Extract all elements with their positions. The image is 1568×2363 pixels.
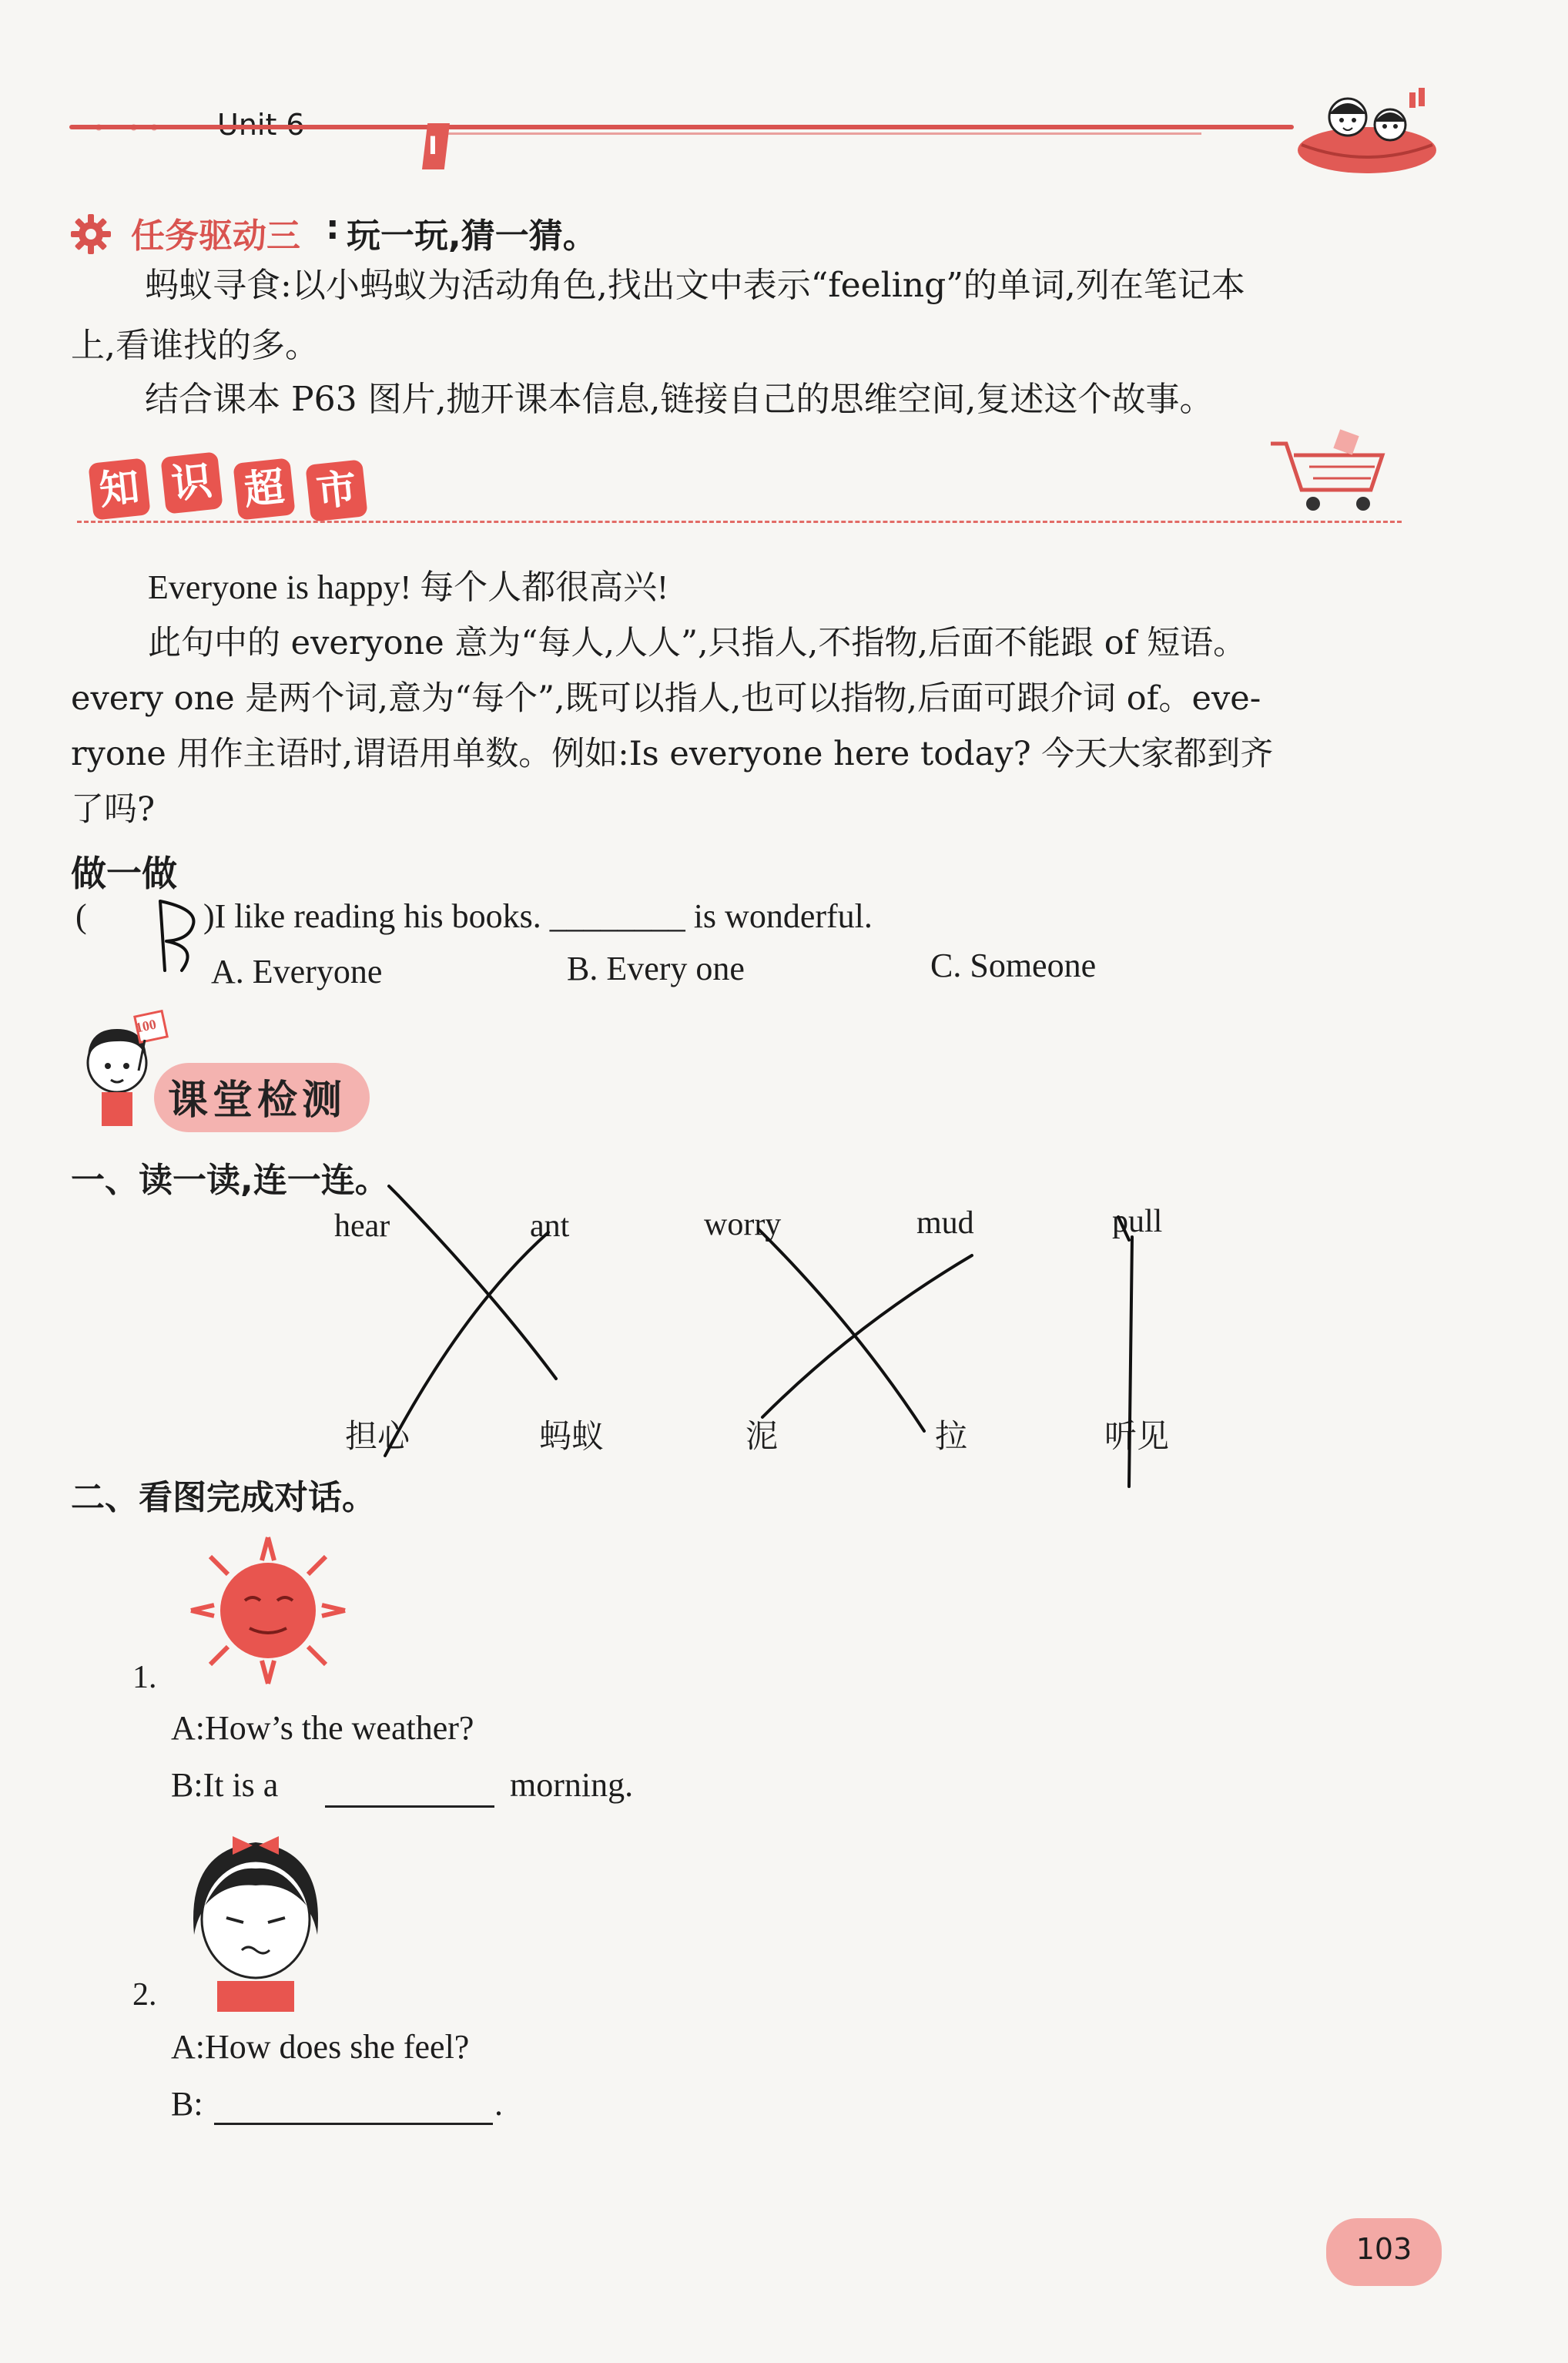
task-title: 任务驱动三 [131,216,300,256]
knowledge-tile-2: 识 [160,451,223,514]
girl-face-illustration [179,1819,333,2012]
word-zh-1: 担心 [345,1417,410,1455]
word-en-5: pull [1112,1204,1163,1239]
page-number: 103 [1355,2232,1412,2266]
kids-boat-illustration [1294,77,1440,177]
q1-line-a: A:How’s the weather? [171,1709,474,1747]
knowledge-line-3: ryone 用作主语时,谓语用单数。例如:Is everyone here today? 今天大家都到齐 [71,735,1274,773]
knowledge-line-1: 此句中的 everyone 意为“每人,人人”,只指人,不指物,后面不能跟 of 短语。 [148,624,1247,662]
knowledge-tile-4: 市 [305,459,367,521]
knowledge-tile-1: 知 [88,458,150,520]
task-paragraph-1-line-1: 蚂蚁寻食:以小蚂蚁为活动角色,找出文中表示“feeling”的单词,列在笔记本 [145,266,1245,305]
knowledge-tile-3: 超 [233,458,295,520]
word-zh-3: 泥 [745,1417,779,1455]
gear-icon [69,213,112,256]
question-text: )I like reading his books. ________ is wonderful. [203,897,873,935]
q1-line-b-prefix: B:It is a [171,1766,279,1804]
option-b: B. Every one [567,950,745,987]
practice-label: 做一做 [71,853,177,894]
word-en-4: mud [916,1205,974,1241]
word-en-1: hear [334,1208,390,1244]
word-zh-2: 蚂蚁 [539,1417,605,1455]
score-card-text: 100 [134,1016,158,1036]
header-rule-thin [431,132,1201,135]
q1-number: 1. [132,1660,157,1695]
task-subtitle: 玩一玩,猜一猜。 [347,216,597,256]
knowledge-divider [77,521,1402,523]
q2-line-a: A:How does she feel? [171,2028,470,2066]
task-title-colon: : [326,208,340,247]
q2-number: 2. [132,1977,157,2013]
option-a: A. Everyone [211,953,383,990]
q2-answer-blank[interactable] [214,2123,493,2125]
q2-line-b-suffix: . [494,2085,503,2123]
classroom-check-title: 课堂检测 [168,1078,347,1124]
header-marker-letter: I [428,131,437,160]
word-en-2: ant [530,1208,570,1244]
knowledge-line-2: every one 是两个词,意为“每个”,既可以指人,也可以指物,后面可跟介词 of。eve- [71,679,1261,718]
knowledge-line-4: 了吗? [71,790,156,829]
option-c: C. Someone [930,947,1097,984]
shopping-cart-icon [1263,428,1394,521]
sun-icon [176,1530,360,1691]
header-rule [69,125,1294,129]
match-line-worry [759,1229,924,1431]
knowledge-example: Everyone is happy! 每个人都很高兴! [148,568,668,606]
q2-line-b-prefix: B: [171,2085,203,2123]
part-2-title: 二、看图完成对话。 [71,1478,376,1517]
q1-answer-blank[interactable] [325,1805,494,1808]
task-paragraph-2: 结合课本 P63 图片,抛开课本信息,链接自己的思维空间,复述这个故事。 [145,380,1214,419]
task-paragraph-1-line-2: 上,看谁找的多。 [71,326,319,365]
word-zh-5: 听见 [1104,1417,1170,1455]
question-open-paren: ( [75,897,87,935]
part-1-title: 一、读一读,连一连。 [71,1161,389,1200]
q1-line-b-suffix: morning. [510,1766,634,1804]
word-zh-4: 拉 [935,1417,968,1455]
word-en-3: worry [704,1207,782,1242]
match-line-mud [762,1255,972,1417]
